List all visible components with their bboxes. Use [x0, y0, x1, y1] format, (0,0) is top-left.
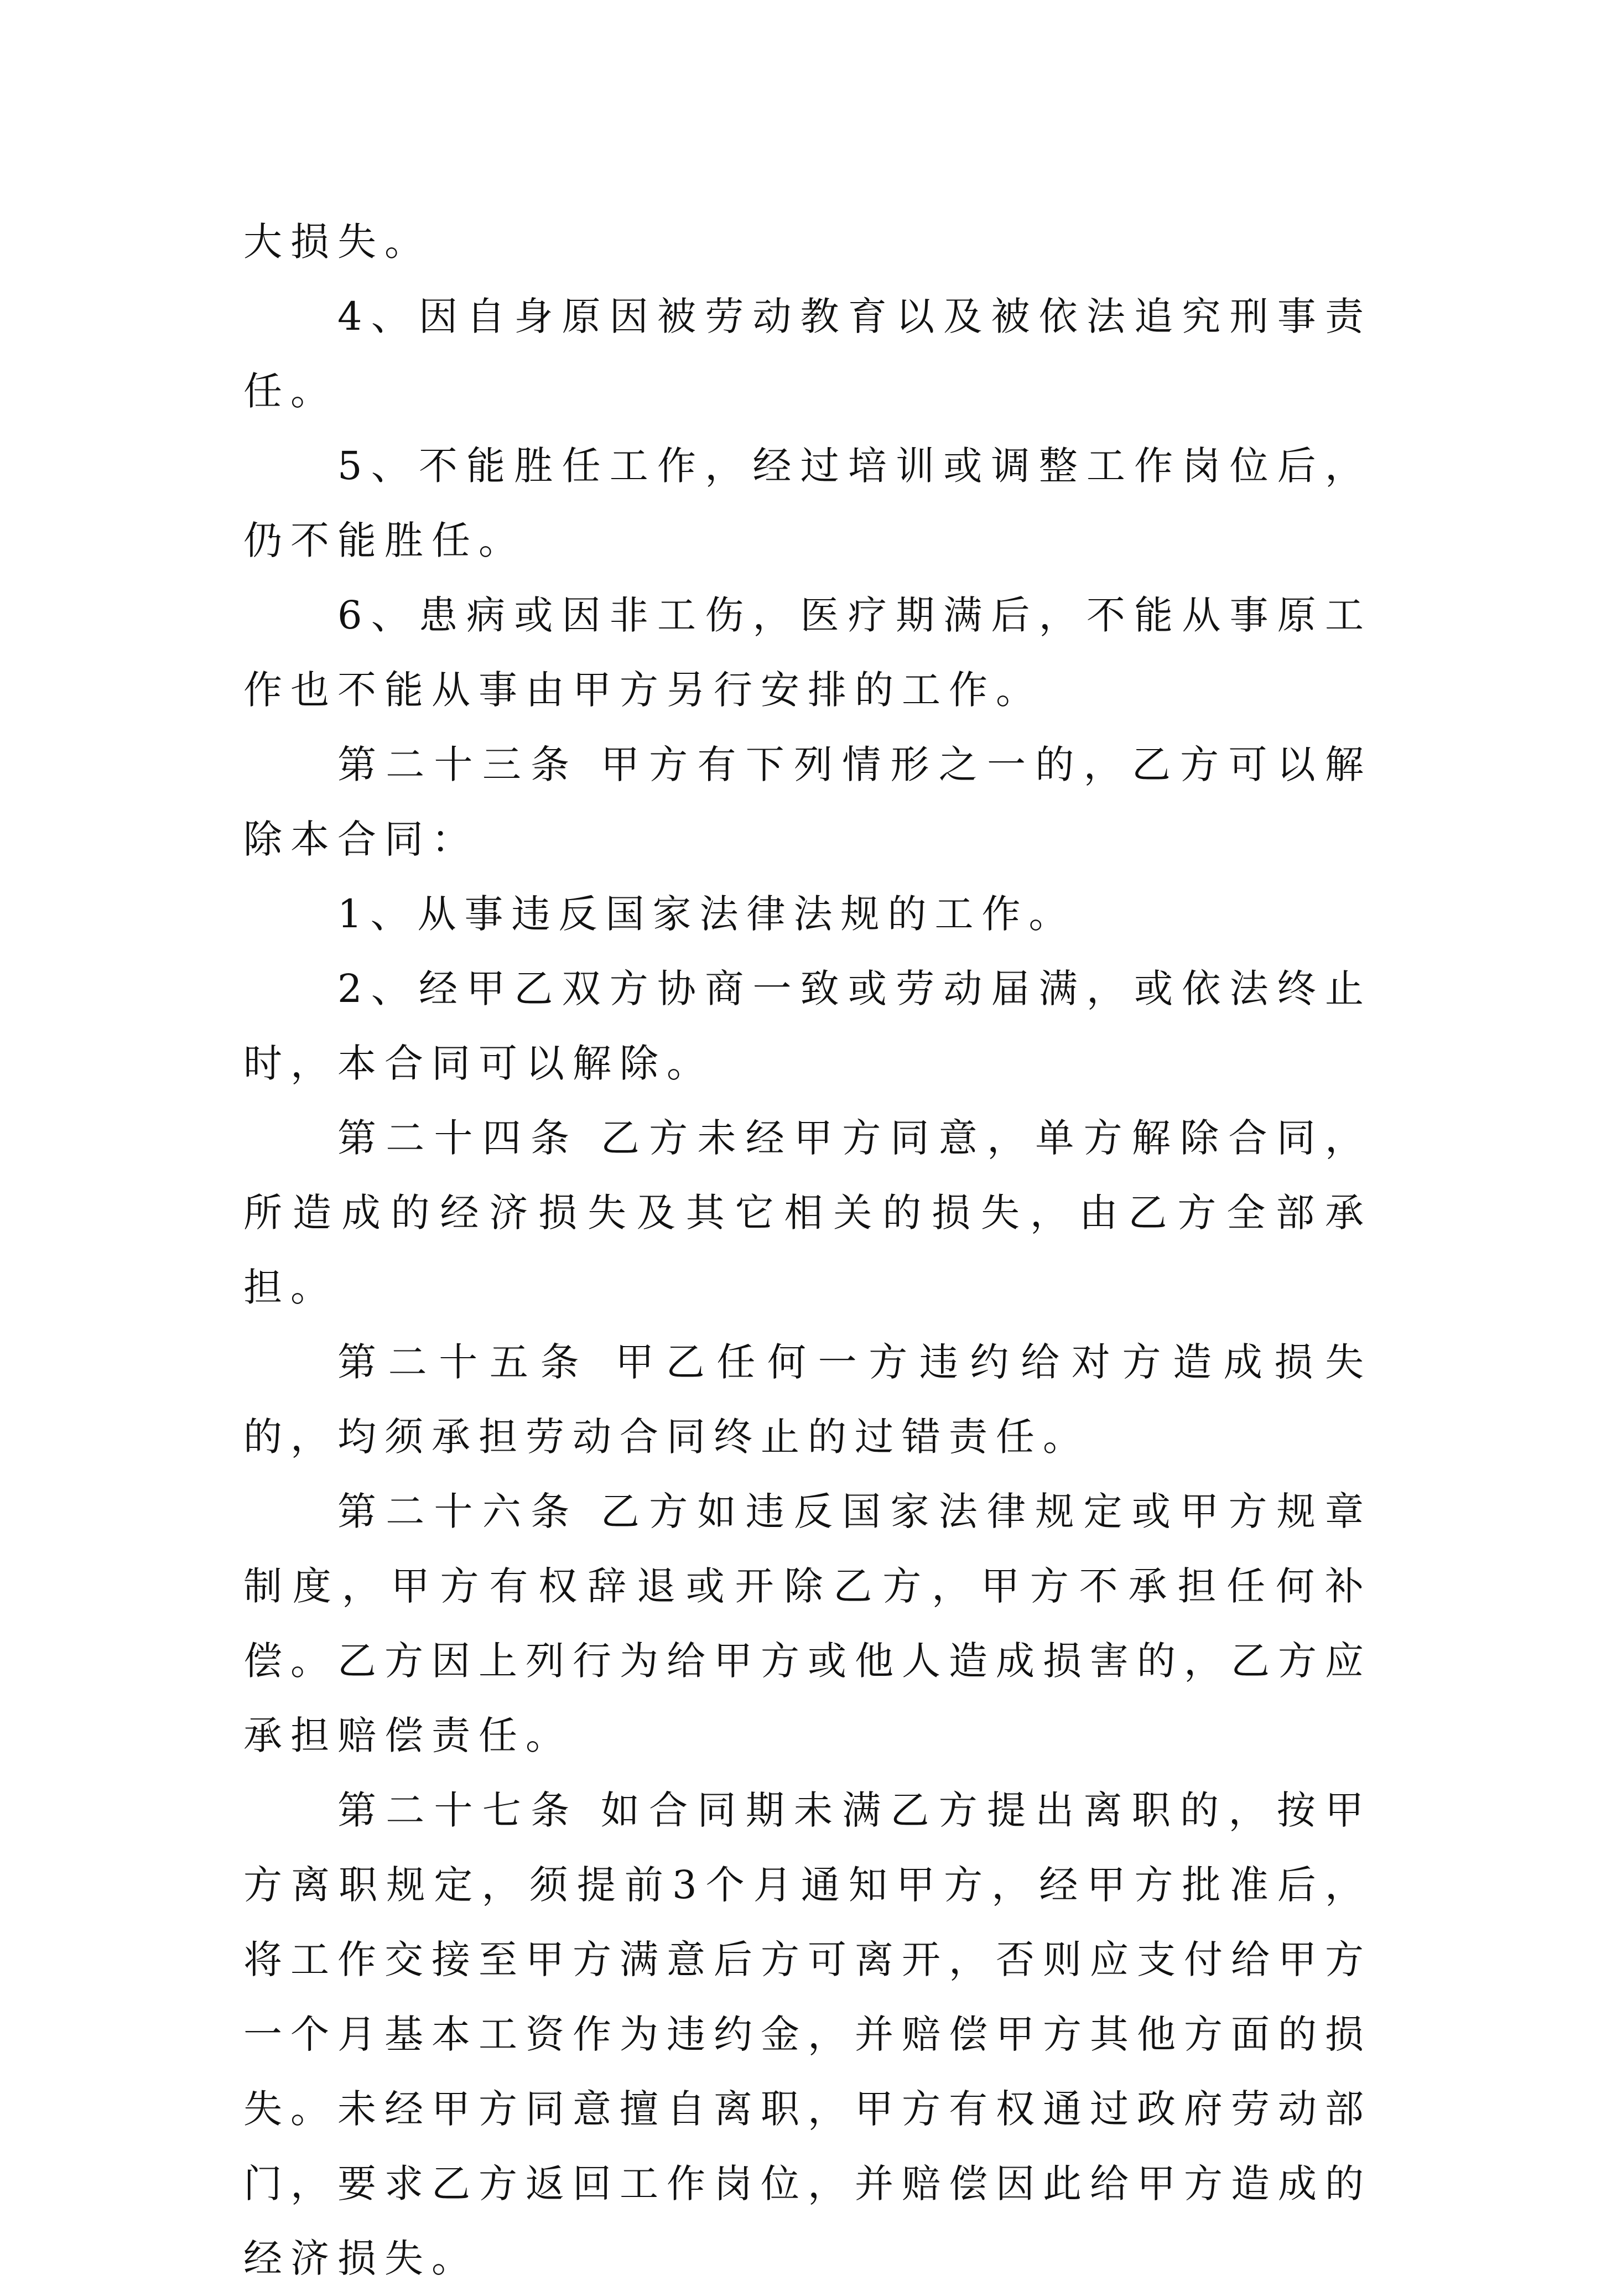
document-body [243, 205, 1372, 2296]
paragraph-item-5: 5、不能胜任工作，经过培训或调整工作岗位后，仍不能胜任。 [243, 443, 1372, 563]
paragraph-item-6: 6、患病或因非工伤，医疗期满后，不能从事原工作也不能从事由甲方另行安排的工作。 [243, 593, 1372, 713]
paragraph-article-24: 第二十四条 乙方未经甲方同意，单方解除合同，所造成的经济损失及其它相关的损失，由乙方全部承担。 [243, 1115, 1372, 1310]
paragraph-article-23: 第二十三条 甲方有下列情形之一的，乙方可以解除本合同： [243, 742, 1372, 862]
paragraph-article-23-item-2: 2、经甲乙双方协商一致或劳动届满，或依法终止时，本合同可以解除。 [243, 966, 1372, 1086]
paragraph-article-23-item-1: 1、从事违反国家法律法规的工作。 [337, 891, 1076, 937]
paragraph-article-27: 第二十七条 如合同期未满乙方提出离职的，按甲方离职规定，须提前3个月通知甲方，经甲方批准后，将工作交接至甲方满意后方可离开，否则应支付给甲方一个月基本工资作为违约金，并赔偿甲方其他方面的损失。未经甲方同意擅自离职，甲方有权通过政府劳动部门，要求乙方返回工作岗位，并赔偿因此给甲方造成的经济损失。 [243, 1788, 1372, 2281]
paragraph-article-25: 第二十五条 甲乙任何一方违约给对方造成损失的，均须承担劳动合同终止的过错责任。 [243, 1339, 1372, 1459]
paragraph-continuation: 大损失。 [243, 219, 432, 264]
paragraph-article-26: 第二十六条 乙方如违反国家法律规定或甲方规章制度，甲方有权辞退或开除乙方，甲方不承担任何补偿。乙方因上列行为给甲方或他人造成损害的，乙方应承担赔偿责任。 [243, 1489, 1372, 1758]
paragraph-item-4: 4、因自身原因被劳动教育以及被依法追究刑事责任。 [243, 294, 1372, 414]
